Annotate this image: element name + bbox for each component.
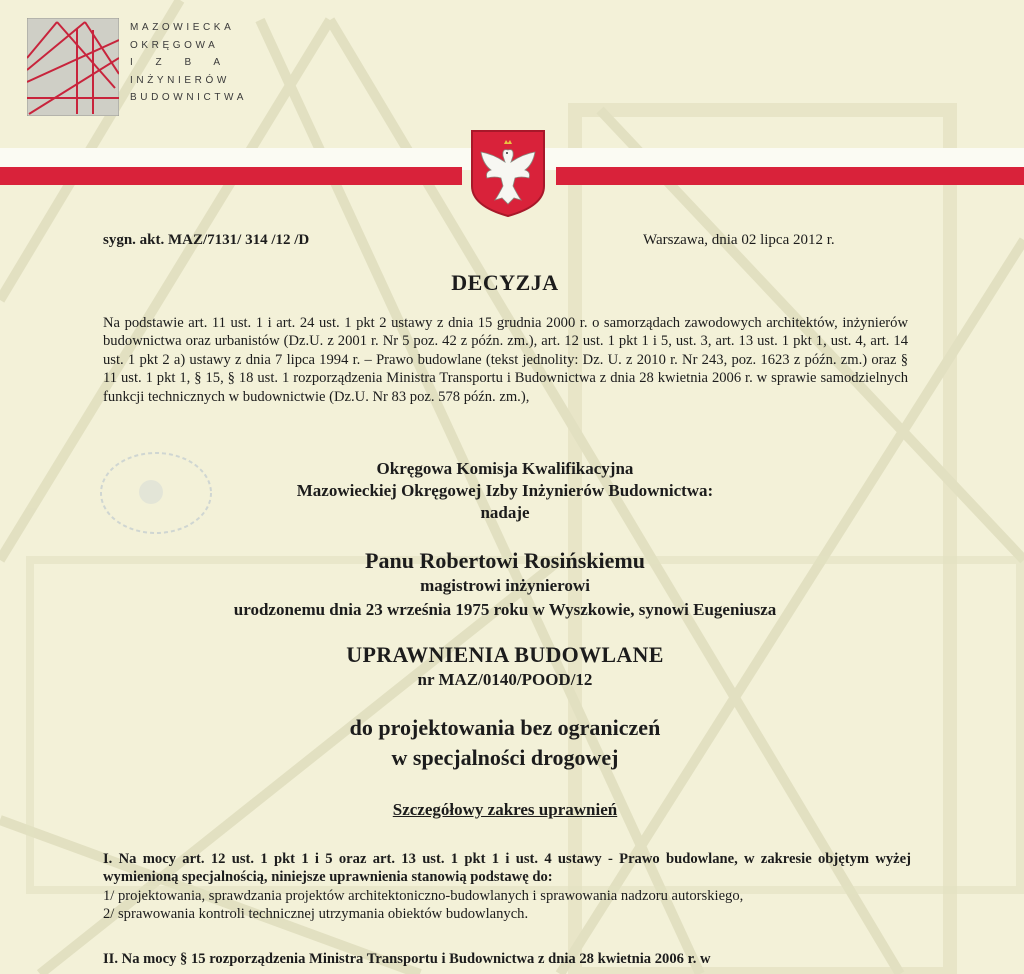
scope-line: do projektowania bez ograniczeń (349, 715, 661, 740)
chamber-logo-icon (27, 18, 119, 116)
grants-verb: nadaje (480, 503, 530, 522)
section-1-item: 2/ sprawowania kontroli technicznej utrzymania obiektów budowlanych. (103, 906, 529, 923)
recipient-birth: urodzonemu dnia 23 września 1975 roku w Wyszkowie, synowi Eugeniusza (233, 600, 777, 619)
logo-line: MAZOWIECKA (130, 22, 235, 33)
polish-eagle-emblem-icon (469, 128, 547, 218)
logo-line: BUDOWNICTWA (130, 92, 247, 103)
flag-band-red-left (0, 167, 462, 185)
logo-line: I Z B A (130, 57, 231, 68)
scope-heading: Szczegółowy zakres uprawnień (392, 800, 618, 819)
logo-line: INŻYNIERÓW (130, 74, 230, 86)
recipient-name: Panu Robertowi Rosińskiemu (365, 548, 645, 573)
permit-scope (0, 713, 1010, 773)
commission-line: Okręgowa Komisja Kwalifikacyjna (376, 459, 634, 478)
chamber-name (130, 19, 247, 107)
commission-line: Mazowieckiej Okręgowej Izby Inżynierów Budownictwa: (296, 481, 714, 500)
commission-block (0, 458, 1010, 524)
recipient-title: magistrowi inżynierowi (420, 576, 590, 595)
scope-line: w specjalności drogowej (391, 745, 619, 770)
case-reference: sygn. akt. MAZ/7131/ 314 /12 /D (103, 232, 310, 248)
section-1-lead: I. Na mocy art. 12 ust. 1 pkt 1 i 5 oraz art. 13 ust. 1 pkt 1 i ust. 4 ustawy - Prawo budowlane, w zakresie objętym wyżej wymienioną specjalnością, niniejsze uprawnienia stanowią podstawę do: (103, 851, 911, 886)
section-1 (103, 850, 911, 924)
permit-number: nr MAZ/0140/POOD/12 (417, 670, 593, 689)
section-2-lead: II. Na mocy § 15 rozporządzenia Ministra Transportu i Budownictwa z dnia 28 kwietnia 2006 r. w (103, 951, 711, 967)
section-1-item: 1/ projektowania, sprawdzania projektów architektoniczno-budowlanych i sprawowania nadzoru autorskiego, (103, 887, 744, 904)
permit-title: UPRAWNIENIA BUDOWLANE (346, 642, 664, 667)
logo-line: OKRĘGOWA (130, 39, 219, 51)
flag-band-red-right (556, 167, 1024, 185)
document-title: DECYZJA (451, 270, 559, 295)
place-and-date: Warszawa, dnia 02 lipca 2012 r. (643, 232, 835, 248)
legal-basis-paragraph: Na podstawie art. 11 ust. 1 i art. 24 ust. 1 pkt 2 ustawy z dnia 15 grudnia 2000 r. o samorządach zawodowych architektów, inżynierów budownictwa oraz urbanistów (Dz.U. z 2001 r. Nr 5 poz. 42 z późn. zm.), art. 12 ust. 1 pkt 1 i 5, ust. 3, art. 13 ust. 1 pkt 1, ust. 4, art. 14 ust. 1 pkt 2 a) ustawy z dnia 7 lipca 1994 r. – Prawo budowlane (tekst jednolity: Dz. U. z 2010 r. Nr 243, poz. 1623 z późn. zm.) oraz § 11 ust. 1 pkt 1, § 15, § 18 ust. 1 rozporządzenia Ministra Transportu i Budownictwa z dnia 28 kwietnia 2006 r. w sprawie samodzielnych funkcji technicznych w budownictwie (Dz.U. Nr 83 poz. 578 późn. zm.), (103, 315, 908, 405)
